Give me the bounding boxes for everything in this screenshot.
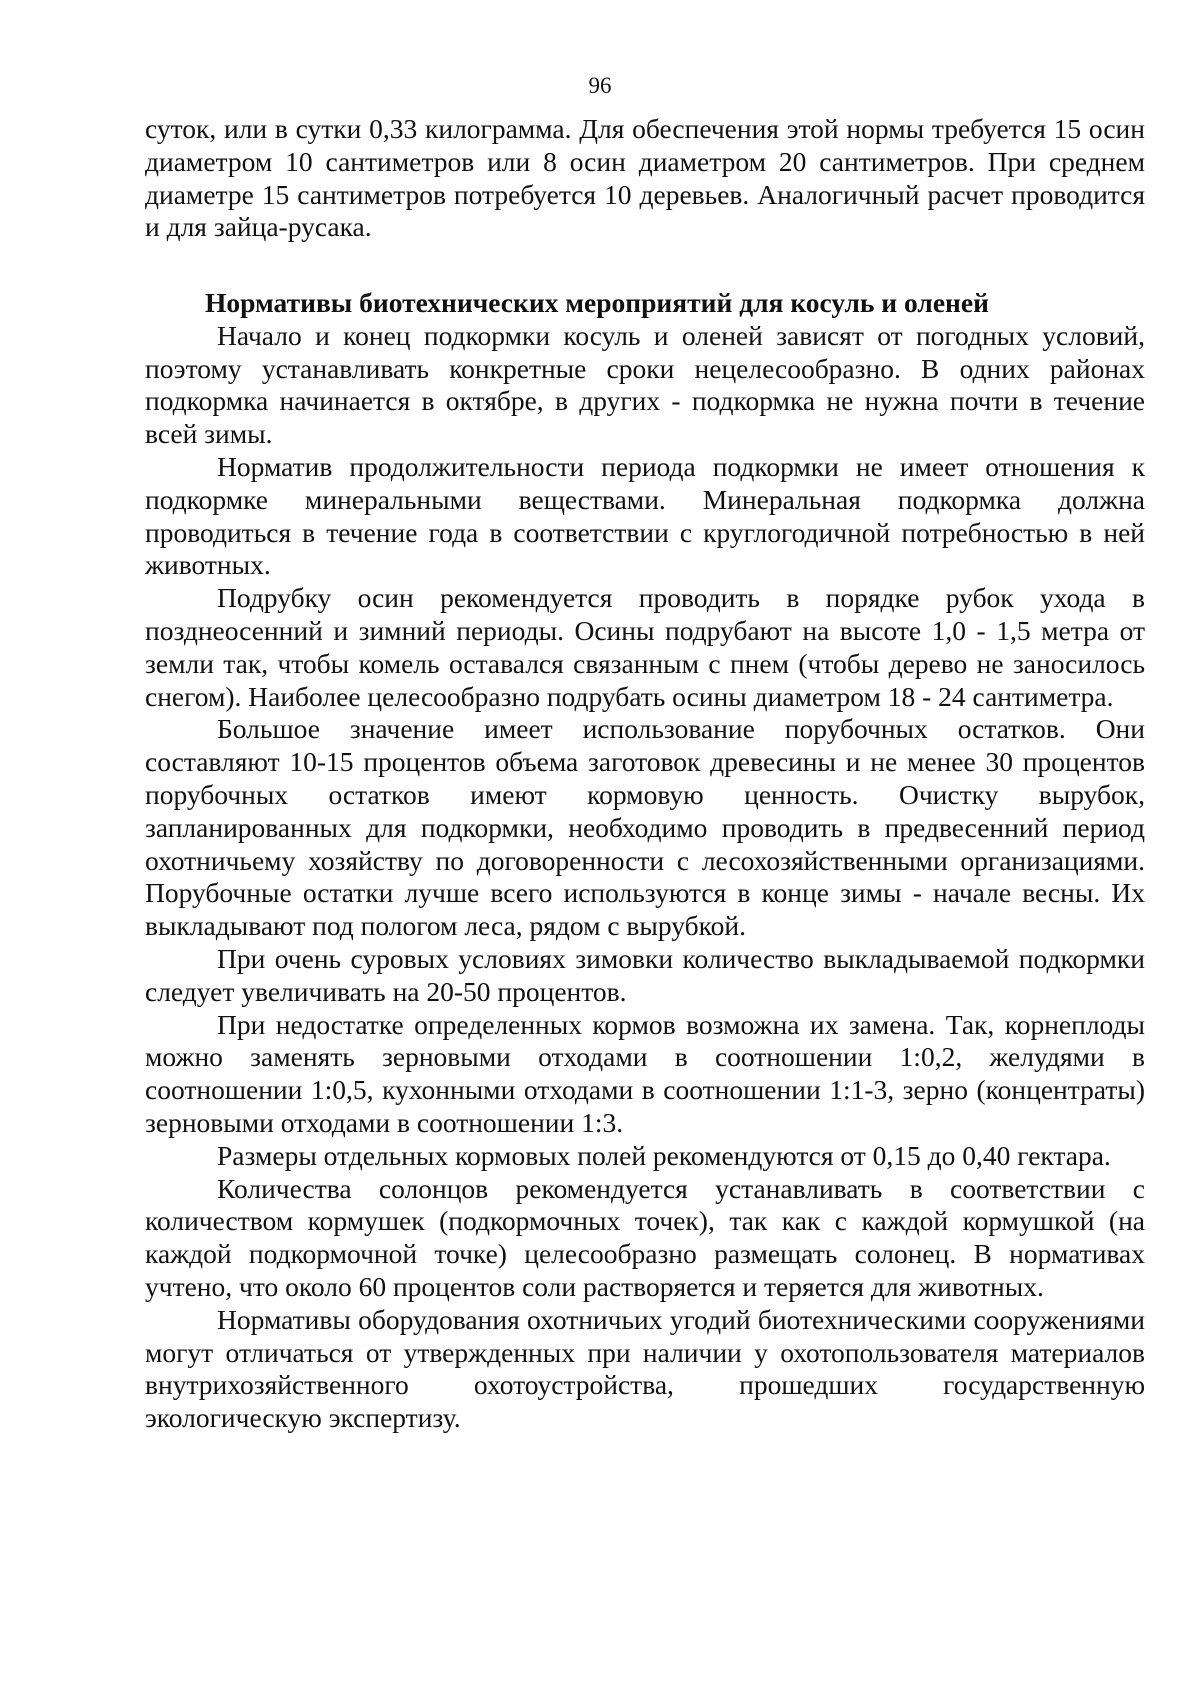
page-number: 96 [588, 73, 612, 98]
paragraph-mineral-feeding: Норматив продолжительности периода подкормки не имеет отношения к подкормке минеральными веществами. Минеральная подкормка должна проводиться в течение года в соответствии с круглогодичной потребностью в ней животных. [145, 450, 1145, 581]
paragraph-salt-licks: Количества солонцов рекомендуется устанавливать в соответствии с количеством кормушек (подкормочных точек), так как с каждой кормушкой (на каждой подкормочной точке) целесообразно размещать солонец. В нормативах учтено, что около 60 процентов соли растворяется и теряется для животных. [145, 1172, 1145, 1302]
paragraph-equipment-norms: Нормативы оборудования охотничьих угодий биотехническими сооружениями могут отличаться от утвержденных при наличии у охотопользователя материалов внутрихозяйственного охотоустройства, прошедших государственную экологическую экспертизу. [145, 1303, 1145, 1434]
paragraph-logging-residues: Большое значение имеет использование порубочных остатков. Они составляют 10-15 процентов объема заготовок древесины и не менее 30 процентов порубочных остатков имеют кормовую ценность. Очистку вырубок, запланированных для подкормки, необходимо проводить в предвесенний период охотничьему хозяйству по договоренности с лесохозяйственными организациями. Порубочные остатки лучше всего используются в конце зимы - начале весны. Их выкладывают под пологом леса, рядом с вырубкой. [145, 713, 1145, 942]
paragraph-feeding-start: Начало и конец подкормки косуль и оленей зависят от погодных условий, поэтому устанавливать конкретные сроки нецелесообразно. В одних районах подкормка начинается в октябре, в других - подкормка не нужна почти в течение всей зимы. [145, 319, 1145, 450]
intro-block [145, 113, 1145, 244]
paragraph-feed-fields: Размеры отдельных кормовых полей рекомендуются от 0,15 до 0,40 гектара. [217, 1139, 1111, 1171]
paragraph-aspen-cutting: Подрубку осин рекомендуется проводить в порядке рубок ухода в позднеосенний и зимний периоды. Осины подрубают на высоте 1,0 - 1,5 метра от земли так, чтобы комель оставался связанным с пнем (чтобы дерево не заносилось снегом). Наиболее целесообразно подрубать осины диаметром 18 - 24 сантиметра. [145, 582, 1145, 712]
intro-paragraph: суток, или в сутки 0,33 килограмма. Для обеспечения этой нормы требуется 15 осин диаметром 10 сантиметров или 8 осин диаметром 20 сантиметров. При среднем диаметре 15 сантиметров потребуется 10 деревьев. Аналогичный расчет проводится и для зайца-русака. [145, 113, 1145, 243]
section-block [145, 287, 1145, 1435]
paragraph-feed-substitution: При недостатке определенных кормов возможна их замена. Так, корнеплоды можно заменять зерновыми отходами в соотношении 1:0,2, желудями в соотношении 1:0,5, кухонными отходами в соотношении 1:1-3, зерно (концентраты) зерновыми отходами в соотношении 1:3. [145, 1008, 1145, 1138]
paragraph-severe-wintering: При очень суровых условиях зимовки количество выкладываемой подкормки следует увеличивать на 20-50 процентов. [145, 942, 1145, 1007]
section-heading: Нормативы биотехнических мероприятий для косуль и оленей [205, 287, 989, 318]
